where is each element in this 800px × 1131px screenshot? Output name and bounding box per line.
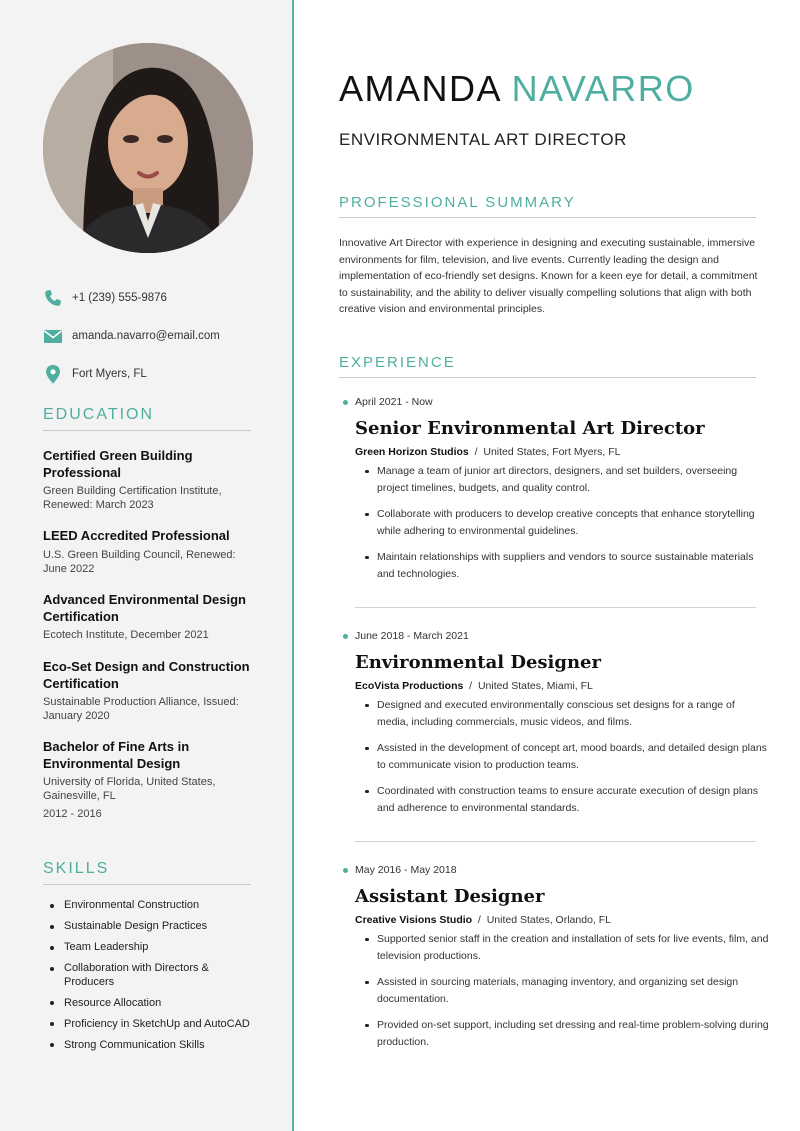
experience-item — [339, 863, 769, 1060]
company-location: United States, Orlando, FL — [486, 914, 612, 926]
education-item — [43, 592, 251, 642]
experience-item — [339, 395, 769, 592]
contact-email[interactable] — [43, 326, 220, 346]
job-bullets — [339, 697, 769, 816]
company-location: United States, Fort Myers, FL — [483, 446, 621, 458]
skill-item: Strong Communication Skills — [43, 1039, 253, 1053]
skills-list — [43, 899, 253, 1060]
education-heading: EDUCATION — [43, 406, 251, 431]
education-subtitle: University of Florida, United States, Gainesville, FL — [43, 776, 216, 802]
job-bullet: Manage a team of junior art directors, designers, and set builders, overseeing project timelines, budgets, and quality control. — [377, 463, 769, 496]
skill-item: Sustainable Design Practices — [43, 920, 253, 934]
email-address: amanda.navarro@email.com — [72, 330, 220, 342]
education-item — [43, 528, 251, 576]
education-item — [43, 739, 251, 821]
job-dates: June 2018 - March 2021 — [339, 629, 769, 643]
location-text: Fort Myers, FL — [72, 368, 147, 380]
job-dates: April 2021 - Now — [339, 395, 769, 409]
education-subtitle: U.S. Green Building Council, Renewed: June 2022 — [43, 548, 236, 575]
location-pin-icon — [43, 364, 63, 384]
skill-item: Team Leadership — [43, 941, 253, 955]
phone-number: +1 (239) 555-9876 — [72, 292, 167, 304]
company-name: EcoVista Productions — [355, 680, 464, 692]
job-bullet: Designed and executed environmentally conscious set designs for a range of media, including commercials, music videos, and films. — [377, 697, 769, 730]
sidebar — [0, 0, 294, 1131]
skill-item: Collaboration with Directors & Producers — [43, 962, 253, 989]
contact-location — [43, 364, 147, 384]
education-title: Certified Green Building Professional — [43, 448, 193, 480]
job-bullets — [339, 931, 769, 1050]
education-title: Eco-Set Design and Construction Certification — [43, 659, 250, 691]
job-divider — [355, 841, 756, 842]
skills-heading: SKILLS — [43, 860, 251, 885]
company-name: Creative Visions Studio — [355, 914, 473, 926]
education-subtitle: Sustainable Production Alliance, Issued: January 2020 — [43, 696, 239, 722]
job-company-line: Green Horizon Studios / United States, Fort Myers, FL — [355, 446, 621, 458]
summary-text: Innovative Art Director with experience in designing and executing sustainable, immersive environments for film, television, and live events. Currently leading the design and implementation of eco-friendly set designs. Known for a keen eye for detail, a commitment to sustainability, and the ability to deliver visually compelling solutions that align with both creative vision and environmental principles. — [339, 237, 758, 315]
contact-phone[interactable] — [43, 288, 167, 308]
skill-item: Proficiency in SketchUp and AutoCAD — [43, 1018, 253, 1032]
experience-heading: EXPERIENCE — [339, 354, 756, 378]
job-bullet: Assisted in sourcing materials, managing inventory, and organizing set design documentation. — [377, 974, 769, 1007]
job-dates: May 2016 - May 2018 — [339, 863, 769, 877]
last-name: NAVARRO — [511, 68, 695, 109]
skill-item: Resource Allocation — [43, 997, 253, 1011]
company-name: Green Horizon Studios — [355, 446, 469, 458]
job-bullet: Assisted in the development of concept art, mood boards, and detailed design plans to communicate vision to production teams. — [377, 740, 769, 773]
first-name: AMANDA — [339, 68, 501, 109]
company-location: United States, Miami, FL — [477, 680, 593, 692]
candidate-name — [339, 68, 695, 110]
job-bullets — [339, 463, 769, 582]
profile-photo-illustration — [43, 43, 253, 253]
education-subtitle: Green Building Certification Institute, Renewed: March 2023 — [43, 485, 222, 511]
education-item — [43, 659, 251, 723]
education-subtitle: Ecotech Institute, December 2021 — [43, 629, 209, 641]
education-title: Bachelor of Fine Arts in Environmental Design — [43, 739, 190, 771]
job-company-line: Creative Visions Studio / United States, Orlando, FL — [355, 914, 612, 926]
job-divider — [355, 607, 756, 608]
phone-icon — [43, 288, 63, 308]
job-bullet: Maintain relationships with suppliers and vendors to source sustainable materials and technologies. — [377, 549, 769, 582]
job-company-line: EcoVista Productions / United States, Miami, FL — [355, 680, 593, 692]
job-bullet: Provided on-set support, including set dressing and real-time problem-solving during production. — [377, 1017, 769, 1050]
education-dates: 2012 - 2016 — [43, 808, 102, 820]
job-bullet: Collaborate with producers to develop creative concepts that enhance storytelling while adhering to environmental guidelines. — [377, 506, 769, 539]
experience-item — [339, 629, 769, 826]
education-title: Advanced Environmental Design Certification — [43, 592, 246, 624]
skill-item: Environmental Construction — [43, 899, 253, 913]
summary-heading: PROFESSIONAL SUMMARY — [339, 194, 756, 218]
job-bullet: Supported senior staff in the creation and installation of sets for live events, film, and television productions. — [377, 931, 769, 964]
job-role: Assistant Designer — [355, 886, 545, 907]
education-title: LEED Accredited Professional — [43, 528, 230, 543]
job-title: ENVIRONMENTAL ART DIRECTOR — [339, 130, 627, 149]
education-item — [43, 448, 251, 512]
profile-photo — [43, 43, 253, 253]
job-bullet: Coordinated with construction teams to ensure accurate execution of design plans and adherence to environmental standards. — [377, 783, 769, 816]
email-icon — [43, 326, 63, 346]
job-role: Senior Environmental Art Director — [355, 418, 705, 439]
job-role: Environmental Designer — [355, 652, 601, 673]
